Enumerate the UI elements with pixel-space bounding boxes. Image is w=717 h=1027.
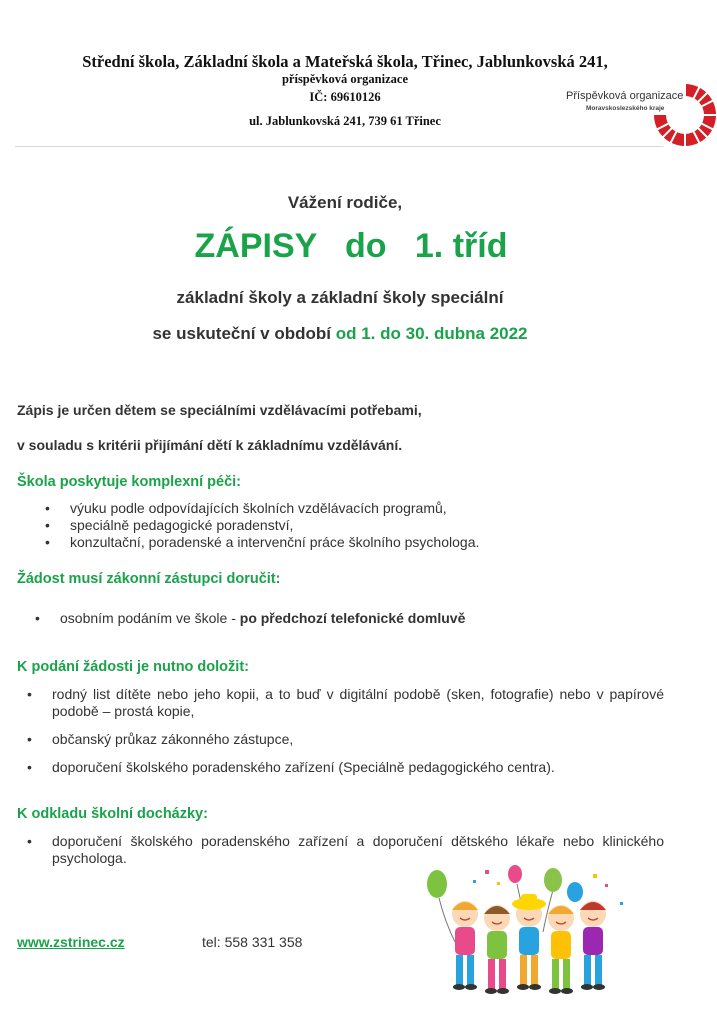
main-title: ZÁPISY do 1. tříd: [194, 227, 508, 265]
list-item: • speciálně pedagogické poradenství,: [40, 517, 665, 534]
logo-text-primary: Příspěvková organizace: [566, 90, 684, 102]
date-line: [0, 324, 680, 344]
list-item: • konzultační, poradenské a intervenční práce školního psychologa.: [40, 534, 665, 551]
children-with-balloons-icon: [425, 862, 640, 1022]
list-item: • výuku podle odpovídajících školních vzdělávacích programů,: [40, 500, 665, 517]
list-item: • rodný list dítěte nebo jeho kopii, a to buď v digitální podobě (sken, fotografie) nebo v papírové podobě – prostá kopie,: [22, 686, 664, 720]
delivery-heading: Žádost musí zákonní zástupci doručit:: [17, 571, 281, 587]
date-range: od 1. do 30. dubna 2022: [335, 324, 528, 343]
list-item: [30, 610, 655, 627]
greeting: Vážení rodiče,: [287, 193, 403, 212]
organization-type: příspěvková organizace: [281, 72, 409, 86]
care-heading: Škola poskytuje komplexní péči:: [17, 474, 242, 490]
school-name: Střední škola, Základní škola a Mateřská škola, Třinec, Jablunkovská 241,: [82, 52, 608, 71]
postpone-heading: K odkladu školní docházky:: [17, 806, 208, 822]
intro-paragraph-2: v souladu s kritérii přijímání dětí k základnímu vzdělávání.: [17, 437, 403, 453]
documents-heading: K podání žádosti je nutno doložit:: [17, 659, 249, 675]
intro-paragraph-1: Zápis je určen dětem se speciálními vzdělávacími potřebami,: [17, 402, 422, 418]
subtitle: základní školy a základní školy speciální: [176, 288, 504, 307]
list-item: • doporučení školského poradenského zařízení (Speciálně pedagogického centra).: [22, 759, 664, 776]
delivery-list: [30, 610, 655, 627]
delivery-text: osobním podáním ve škole -: [60, 610, 240, 626]
header-divider: [15, 146, 663, 147]
list-item: • doporučení školského poradenského zařízení a doporučení dětského lékaře nebo klinického psychologa.: [22, 833, 664, 867]
delivery-condition: po předchozí telefonické domluvě: [239, 610, 466, 626]
logo-text-secondary: Moravskoslezského kraje: [586, 105, 665, 112]
documents-list: [22, 686, 664, 787]
company-id: IČ: 69610126: [309, 90, 381, 104]
date-prefix: se uskuteční v období: [152, 324, 336, 343]
list-item: • občanský průkaz zákonného zástupce,: [22, 731, 664, 748]
children-illustration: [425, 862, 640, 1022]
region-logo: [560, 80, 717, 148]
school-address: ul. Jablunkovská 241, 739 61 Třinec: [249, 114, 441, 128]
care-list: [40, 500, 665, 551]
phone-number: tel: 558 331 358: [202, 934, 303, 950]
website-link[interactable]: www.zstrinec.cz: [17, 934, 125, 950]
letterhead: [0, 0, 717, 150]
